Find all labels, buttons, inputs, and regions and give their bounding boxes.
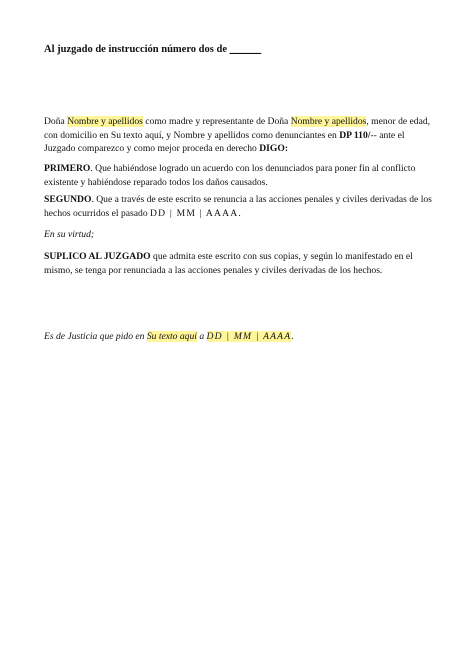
segundo-end: . xyxy=(238,207,241,219)
name-placeholder-1[interactable]: Nombre y apellidos xyxy=(67,116,143,127)
justicia-end: . xyxy=(291,331,294,342)
title-text: Al juzgado de instrucción número dos de xyxy=(44,44,230,55)
segundo-paragraph xyxy=(44,193,436,220)
digo-label: DIGO: xyxy=(259,143,289,155)
segundo-text: . Que a través de este escrito se renuncia a las acciones penales y civiles derivadas de los hechos ocurridos el pasado xyxy=(44,194,432,219)
justicia-date-placeholder[interactable]: DD | MM | AAAA xyxy=(206,331,292,342)
justicia-line xyxy=(44,330,436,344)
place-placeholder[interactable]: Su texto aquí xyxy=(146,331,197,342)
suplico-text: que admita este escrito con sus copias, y según lo manifestado en el mismo, se tenga por renunciada a las acciones penales y civiles derivadas de los hechos. xyxy=(44,251,413,276)
suplico-label: SUPLICO AL JUZGADO xyxy=(44,251,151,262)
primero-text: . Que habiéndose logrado un acuerdo con los denunciados para poner fin al conflicto existente y habiéndose reparado todos los daños causados. xyxy=(44,163,416,188)
dp-number: DP 110/ xyxy=(339,129,371,141)
document-title xyxy=(44,44,261,55)
intro-text-2: como madre y representante de Doña xyxy=(142,116,291,127)
name-placeholder-2[interactable]: Nombre y apellidos xyxy=(290,116,367,127)
segundo-date-placeholder[interactable]: DD | MM | AAAA xyxy=(150,207,239,219)
title-blank: ______ xyxy=(229,44,262,55)
primero-paragraph xyxy=(44,162,436,189)
intro-text-4: -- ante el Juzgado comparezco y como mejor proceda en derecho xyxy=(44,129,405,155)
intro-text-3: , menor de edad, con domicilio en Su texto aquí, y Nombre y apellidos como denunciantes en xyxy=(44,116,431,141)
intro-text-1: Doña xyxy=(44,116,68,127)
intro-paragraph xyxy=(44,115,436,156)
suplico-paragraph xyxy=(44,250,436,277)
primero-label: PRIMERO xyxy=(44,163,91,174)
justicia-text-1: Es de Justicia que pido en xyxy=(44,331,147,342)
justicia-text-2: a xyxy=(196,331,207,342)
segundo-label: SEGUNDO xyxy=(44,194,92,205)
virtud-line: En su virtud; xyxy=(44,229,95,240)
